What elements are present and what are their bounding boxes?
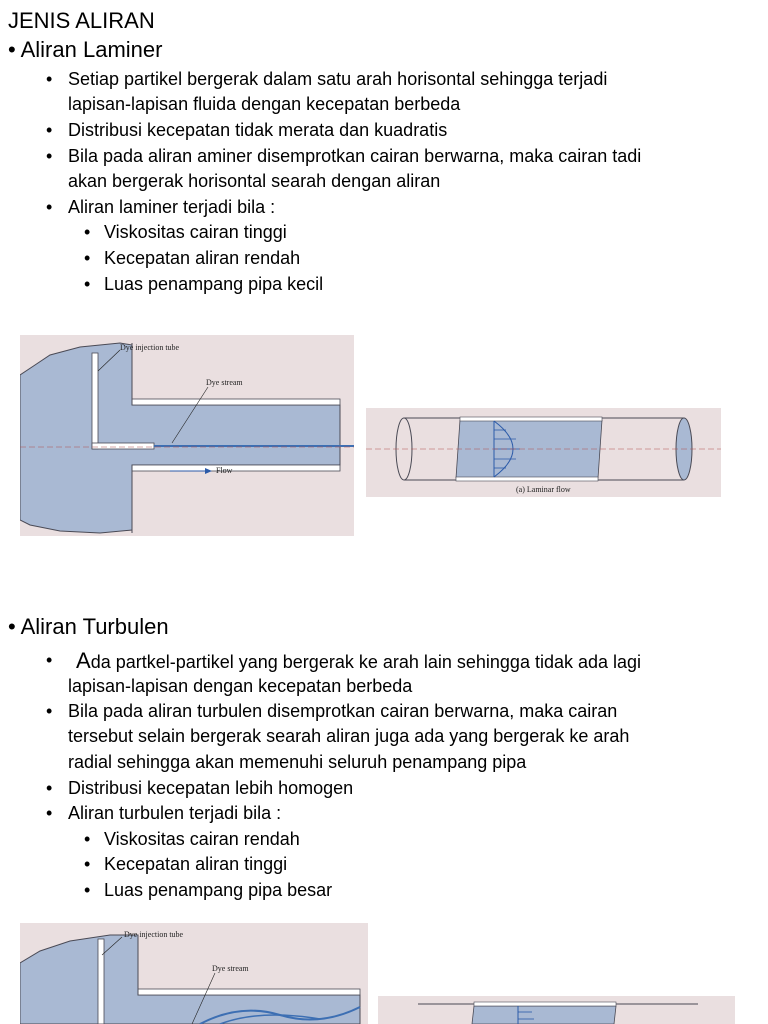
list-item: Distribusi kecepatan tidak merata dan kuadratis xyxy=(68,120,448,140)
list-item: Bila pada aliran turbulen disemprotkan cairan berwarna, maka cairan xyxy=(68,701,618,721)
caption-laminar-flow: (a) Laminar flow xyxy=(516,485,571,494)
list-bullet: • xyxy=(46,146,53,166)
sub-item: Viskositas cairan rendah xyxy=(104,829,300,849)
drop-cap: A xyxy=(76,648,91,673)
list-item-continued: lapisan-lapisan dengan kecepatan berbeda xyxy=(68,676,413,696)
list-item: Aliran laminer terjadi bila : xyxy=(68,197,276,217)
list-item-continued: tersebut selain bergerak searah aliran juga ada yang bergerak ke arah xyxy=(68,726,630,746)
list-bullet: • xyxy=(46,650,53,670)
sub-bullet: • xyxy=(84,274,91,294)
label-flow: Flow xyxy=(216,466,233,475)
list-bullet: • xyxy=(46,701,53,721)
sub-bullet: • xyxy=(84,854,91,874)
list-item-continued: akan bergerak horisontal searah dengan aliran xyxy=(68,171,441,191)
list-item xyxy=(76,648,641,675)
bullet: • xyxy=(8,614,16,639)
label-dye-stream: Dye stream xyxy=(212,964,249,973)
list-item: Bila pada aliran aminer disemprotkan cairan berwarna, maka cairan tadi xyxy=(68,146,642,166)
sub-item: Kecepatan aliran tinggi xyxy=(104,854,288,874)
list-bullet: • xyxy=(46,69,53,89)
laminar-dye-injection-figure xyxy=(20,335,354,536)
label-dye-injection-tube: Dye injection tube xyxy=(120,343,180,352)
label-dye-stream: Dye stream xyxy=(206,378,243,387)
sub-item: Viskositas cairan tinggi xyxy=(104,222,287,242)
laminar-velocity-profile-figure xyxy=(366,408,721,497)
sub-item: Luas penampang pipa kecil xyxy=(104,274,324,294)
heading-text: Aliran Laminer xyxy=(20,37,163,62)
label-dye-injection-tube: Dye injection tube xyxy=(124,930,184,939)
list-bullet: • xyxy=(46,803,53,823)
list-item-continued: radial sehingga akan memenuhi seluruh penampang pipa xyxy=(68,752,527,772)
turbulent-dye-injection-figure xyxy=(20,923,368,1024)
page-title: JENIS ALIRAN xyxy=(8,8,155,33)
list-item: Setiap partikel bergerak dalam satu arah horisontal sehingga terjadi xyxy=(68,69,608,89)
list-item: Aliran turbulen terjadi bila : xyxy=(68,803,282,823)
list-item: Distribusi kecepatan lebih homogen xyxy=(68,778,354,798)
turbulent-velocity-profile-figure xyxy=(378,996,735,1024)
sub-bullet: • xyxy=(84,829,91,849)
sub-bullet: • xyxy=(84,248,91,268)
sub-item: Kecepatan aliran rendah xyxy=(104,248,301,268)
sub-bullet: • xyxy=(84,880,91,900)
sub-item: Luas penampang pipa besar xyxy=(104,880,333,900)
list-item-continued: lapisan-lapisan fluida dengan kecepatan berbeda xyxy=(68,94,461,114)
list-bullet: • xyxy=(46,197,53,217)
section-heading-laminar xyxy=(8,37,162,63)
heading-text: Aliran Turbulen xyxy=(20,614,169,639)
list-bullet: • xyxy=(46,120,53,140)
section-heading-turbulent xyxy=(8,614,169,640)
list-item-text: da partkel-partikel yang bergerak ke arah lain sehingga tidak ada lagi xyxy=(90,652,642,672)
sub-bullet: • xyxy=(84,222,91,242)
list-bullet: • xyxy=(46,778,53,798)
bullet: • xyxy=(8,37,16,62)
